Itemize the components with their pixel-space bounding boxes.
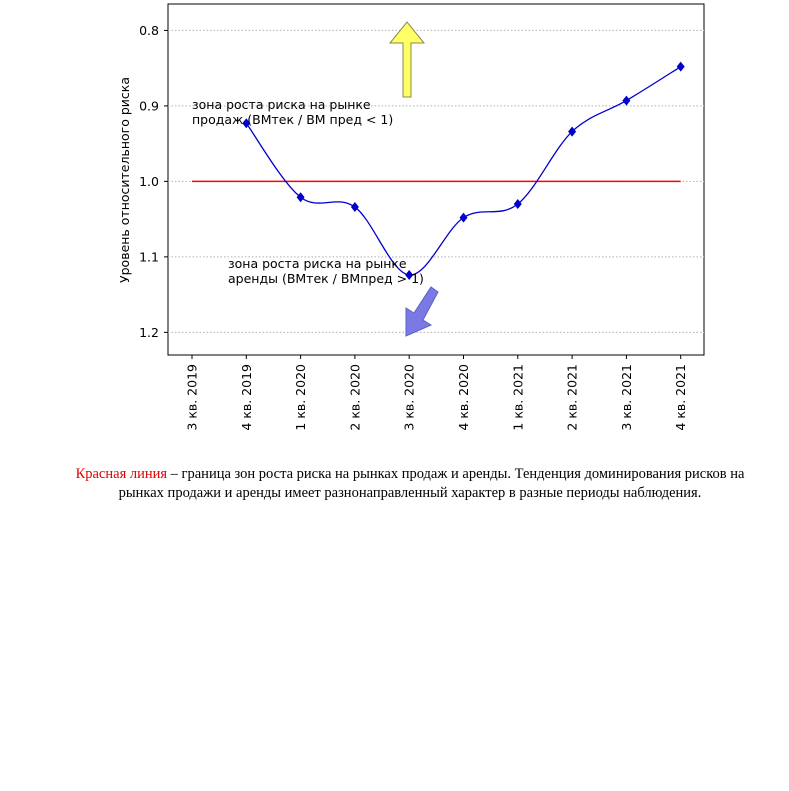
x-tick-label: 2 кв. 2021 (564, 364, 580, 431)
y-tick-label: 0.9 (139, 98, 159, 114)
data-point-marker (622, 96, 630, 106)
data-point-marker (677, 62, 685, 72)
y-tick-label: 1.0 (139, 173, 159, 189)
y-tick-label: 0.8 (139, 22, 159, 38)
x-tick-label: 4 кв. 2021 (673, 364, 689, 431)
x-tick-label: 1 кв. 2021 (510, 364, 526, 431)
series-markers (242, 62, 684, 280)
data-point-marker (351, 202, 359, 212)
plot-frame (168, 4, 704, 355)
data-point-marker (297, 192, 305, 202)
x-tick-label: 4 кв. 2019 (238, 364, 254, 431)
x-tick-label: 3 кв. 2021 (618, 364, 634, 431)
x-tick-label: 1 кв. 2020 (293, 364, 309, 431)
sales-zone-label-line2: продаж (ВМтек / ВМ пред < 1) (192, 112, 394, 127)
y-tick-label: 1.2 (139, 324, 159, 340)
y-tick-label: 1.1 (139, 249, 159, 265)
y-axis-ticks (139, 23, 168, 340)
x-tick-label: 4 кв. 2020 (456, 364, 471, 431)
data-point-marker (460, 213, 468, 223)
up-arrow (390, 22, 424, 97)
rent-zone-label-line1: зона роста риска на рынке (228, 256, 407, 271)
data-point-marker (514, 199, 522, 209)
x-tick-label: 2 кв. 2020 (347, 364, 363, 431)
x-axis-ticks (185, 355, 689, 431)
sales-zone-label-line1: зона роста риска на рынке (192, 97, 371, 112)
caption-red-line-label: Красная линия (75, 466, 168, 482)
rent-zone-label-line2: аренды (ВМтек / ВМпред > 1) (228, 271, 424, 286)
down-arrow (406, 287, 438, 336)
y-axis-label: Уровень относительного риска (117, 77, 132, 283)
caption-text: – граница зон роста риска на рынках продаж и аренды. Тенденция доминирования рисков на рынках продажи и аренды имеет разнонаправленный характер в разные периоды наблюдения. (118, 466, 745, 501)
x-tick-label: 3 кв. 2019 (184, 364, 200, 431)
x-tick-label: 3 кв. 2020 (401, 364, 417, 431)
figure-caption (60, 465, 760, 503)
